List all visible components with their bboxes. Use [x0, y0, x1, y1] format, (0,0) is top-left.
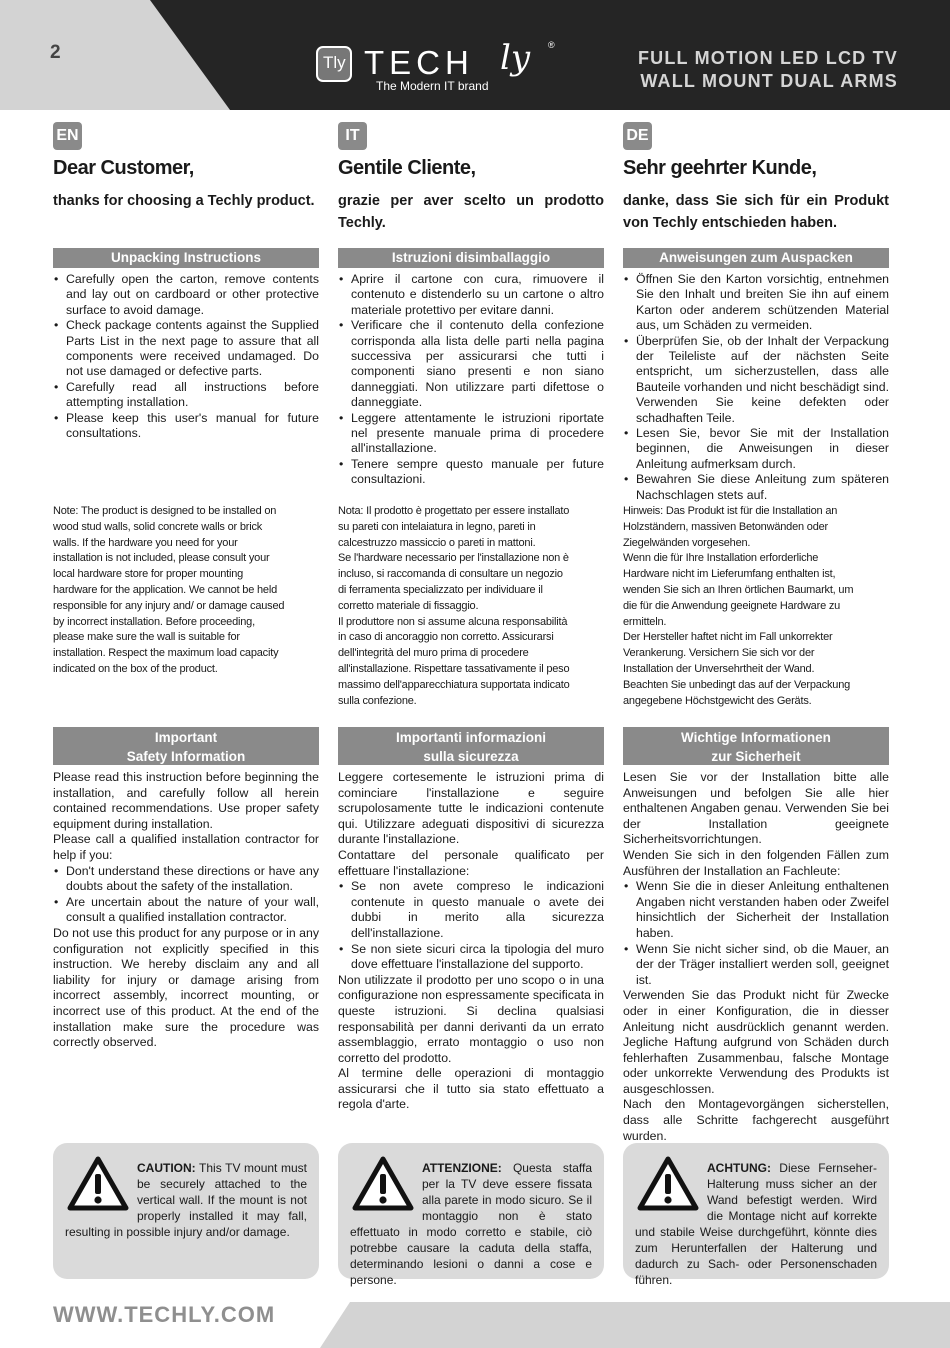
- list-item: • Check package contents against the Supplied Parts List in the next page to assure that all components were received undamaged. Do not use damaged or defective parts.: [53, 318, 319, 380]
- safety-header-line-1: Importanti informazioni: [396, 730, 546, 745]
- list-item: • Bewahren Sie diese Anleitung zum späteren Nachschlagen stets auf.: [623, 472, 889, 503]
- list-item: • Don't understand these directions or have any doubts about the safety of the installation.: [53, 864, 319, 895]
- product-title-line-2: WALL MOUNT DUAL ARMS: [640, 71, 898, 91]
- language-badge: DE: [623, 122, 652, 150]
- unpacking-list: [338, 272, 604, 488]
- list-item: • Se non avete compreso le indicazioni contenute in questo manuale o avete dei dubbi in merito alla sicurezza dell'installazione.: [338, 879, 604, 941]
- caution-message: This TV mount must be securely attached to the vertical wall. If the mount is not properly installed it may fall, resulting in possible injury and/or damage.: [65, 1161, 307, 1239]
- caution-label: ATTENZIONE:: [422, 1161, 502, 1175]
- caution-text: [65, 1160, 307, 1240]
- note-paragraph: Note: The product is designed to be installed on wood stud walls, solid concrete walls or brick walls. If the hardware you need for your installation is not included, please consult your local hardware store for proper mounting hardware for the application. We cannot be held responsible for any injury and/ or damage caused by incorrect installation. Before proceeding, please make sure the wall is suitable for installation. Respect the maximum load capacity indicated on the box of the product.: [53, 505, 285, 675]
- list-item: • Wenn Sie die in dieser Anleitung enthaltenen Angaben nicht verstanden haben oder Zweifel hinsichtlich der Sicherheit der Installation haben.: [623, 879, 889, 941]
- caution-label: CAUTION:: [137, 1161, 196, 1175]
- product-title-line-1: FULL MOTION LED LCD TV: [637, 48, 898, 68]
- logo-badge: Tly: [316, 46, 352, 82]
- list-item: • Are uncertain about the nature of your wall, consult a qualified installation contractor.: [53, 895, 319, 926]
- safety-outro-2: Nach den Montagevorgängen sicherstellen, dass alle Schritte fachgerecht ausgeführt wurden.: [623, 1097, 889, 1143]
- installation-note: [623, 504, 855, 709]
- list-item: • Carefully open the carton, remove contents and lay out on cardboard or other protective surface to avoid damage.: [53, 272, 319, 318]
- thanks-line: grazie per aver scelto un prodotto Techly.: [338, 193, 604, 231]
- safety-intro-2: Please call a qualified installation contractor for help if you:: [53, 832, 319, 862]
- caution-label: ACHTUNG:: [707, 1161, 771, 1175]
- registered-mark: ®: [548, 40, 555, 50]
- list-item: • Verificare che il contenuto della confezione corrisponda alla lista delle parti nella pagina successiva per assicurarsi che tutti i componenti siano presenti e non siano danneggiati. Non utilizzare parti difettose o danneggiate.: [338, 318, 604, 410]
- safety-list: [338, 879, 604, 973]
- safety-header-line-1: Wichtige Informationen: [681, 730, 831, 745]
- list-item: • Überprüfen Sie, ob der Inhalt der Verpackung der Teileliste auf der nächsten Seite entspricht, um sicherzustellen, dass alle Bauteile vorhanden und nicht beschädigt sind. Verwenden Sie keine defekten oder schadhaften Teile.: [623, 334, 889, 426]
- list-item: • Leggere attentamente le istruzioni riportate nel presente manuale prima di procedere all'installazione.: [338, 411, 604, 457]
- safety-header-line-2: zur Sicherheit: [711, 749, 801, 764]
- installation-note: [53, 504, 285, 678]
- note-paragraph: Nota: Il prodotto è progettato per essere installato su pareti con intelaiatura in legno, pareti in calcestruzzo massiccio o pareti in mattoni.: [338, 505, 570, 549]
- safety-list: [53, 864, 319, 926]
- thanks-line: danke, dass Sie sich für ein Produkt von Techly entschieden haben.: [623, 193, 889, 231]
- unpacking-list: [623, 272, 889, 503]
- note-paragraph: Wenn die für Ihre Installation erforderliche Hardware nicht im Lieferumfang enthalten ist, wenden Sie sich an Ihren örtlichen Baumarkt, um die für die Anwendung geeignete Hardware zu ermitteln.: [623, 552, 854, 628]
- safety-header: [53, 727, 319, 765]
- safety-header: [623, 727, 889, 765]
- caution-message: Diese Fernseher-Halterung muss sicher an der Wand befestigt werden. Wird die Montage nicht auf korrekte und stabile Weise durchgeführt, könnte dies zum Herunterfallen der Halterung und dadurch zu Sach- oder Personenschaden führen.: [635, 1161, 877, 1287]
- greeting: Sehr geehrter Kunde,: [623, 157, 817, 179]
- safety-header: [338, 727, 604, 765]
- language-badge: IT: [338, 122, 367, 150]
- unpacking-header: Anweisungen zum Auspacken: [623, 248, 889, 268]
- safety-intro: Lesen Sie vor der Installation bitte alle Anweisungen und befolgen Sie alle hier enthaltenen Angaben genau. Verwenden Sie bei der Installation geeignete Sicherheitsvorrichtungen.: [623, 770, 889, 847]
- note-paragraph: Se l'hardware necessario per l'installazione non è incluso, si raccomanda di consultare un negozio di ferramenta specializzato per individuare il corretto materiale di fissaggio.: [338, 552, 569, 612]
- logo-tagline: The Modern IT brand: [376, 79, 489, 93]
- safety-body: [53, 770, 319, 1051]
- unpacking-list: [53, 272, 319, 441]
- safety-outro: Verwenden Sie das Produkt nicht für Zwecke oder in einer Konfiguration, die in diesser Anleitung nicht ausdrücklich genannt werden. Jegliche Haftung aufgrund von Schäden durch fehlerhaften Zusammenbau, falsche Montage oder unkorrekte Verwendung des Produkts ist ausgeschlossen.: [623, 988, 889, 1096]
- safety-list: [623, 879, 889, 988]
- safety-outro-2: Al termine delle operazioni di montaggio assicurarsi che il tutto sia stato effettuato a regola d'arte.: [338, 1066, 604, 1112]
- list-item: • Se non siete sicuri circa la tipologia del muro dove effettuare l'installazione del supporto.: [338, 942, 604, 973]
- safety-intro: Leggere cortesemente le istruzioni prima di cominciare l'installazione e seguire scrupolosamente tutte le indicazioni contenute qui. Utilizzare adeguati dispositivi di sicurezza durante l'installazione.: [338, 770, 604, 847]
- footer-band: [320, 1302, 950, 1348]
- list-item: • Öffnen Sie den Karton vorsichtig, entnehmen Sie den Inhalt und breiten Sie ihn auf einem Karton oder anderem schützenden Material aus, um Schäden zu vermeiden.: [623, 272, 889, 334]
- safety-intro: Please read this instruction before beginning the installation, and carefully follow all herein contained recommendations. Use proper safety equipment during installation.: [53, 770, 319, 831]
- safety-body: [623, 770, 889, 1144]
- list-item: • Carefully read all instructions before attempting installation.: [53, 380, 319, 411]
- language-badge: EN: [53, 122, 82, 150]
- note-paragraph: Der Hersteller haftet nicht im Fall unkorrekter Verankerung. Versichern Sie sich vor der Installation der Unversehrtheit der Wand. Beachten Sie unbedingt das auf der Verpackung angegebene Höchstgewicht des Geräts.: [623, 631, 851, 707]
- logo-wordmark: TECH: [364, 44, 474, 81]
- product-title: [638, 47, 898, 93]
- footer-url[interactable]: WWW.TECHLY.COM: [53, 1302, 276, 1327]
- caution-box-it: [338, 1143, 604, 1287]
- greeting: Dear Customer,: [53, 157, 194, 179]
- safety-outro: Do not use this product for any purpose or in any configuration not explicitly specified in this instruction. We hereby disclaim any and all liability for injury or damage arising from incorrect assembly, incorrect mounting, or incorrect use of this product. At the end of the installation make sure the procedure was correctly observed.: [53, 925, 319, 1050]
- greeting: Gentile Cliente,: [338, 157, 476, 179]
- safety-outro: Non utilizzate il prodotto per uno scopo o in una configurazione non espressamente specificata in queste istruzioni. Si declina qualsiasi responsabilità per danni derivanti da un errato assemblaggio, errato montaggio o uso non corretto del prodotto.: [338, 972, 604, 1065]
- list-item: • Please keep this user's manual for future consultations.: [53, 411, 319, 442]
- thanks-line: thanks for choosing a Techly product.: [53, 193, 315, 209]
- logo-script: ly: [500, 38, 531, 78]
- list-item: • Lesen Sie, bevor Sie mit der Installation beginnen, die Anweisungen in dieser Anleitung aufmerksam durch.: [623, 426, 889, 472]
- safety-header-line-2: Safety Information: [126, 749, 246, 764]
- safety-intro-2: Contattare del personale qualificato per effettuare l'installazione:: [338, 847, 604, 878]
- safety-header-line-1: Important: [154, 730, 218, 745]
- safety-intro-2: Wenden Sie sich in den folgenden Fällen zum Ausführen der Installation an Fachleute:: [623, 847, 889, 878]
- safety-body: [338, 770, 604, 1113]
- caution-text: [350, 1160, 592, 1288]
- note-paragraph: Il produttore non si assume alcuna responsabilità in caso di ancoraggio non corretto. Assicurarsi dell'integrità del muro prima di procedere all'installazione. Rispettare tassativamente il peso massimo dell'apparecchiatura supportata indicato sulla confezione.: [338, 615, 570, 707]
- caution-text: [635, 1160, 877, 1288]
- unpacking-header: Istruzioni disimballaggio: [338, 248, 604, 268]
- page-number: 2: [50, 42, 61, 63]
- caution-box-de: [623, 1143, 889, 1287]
- safety-header-line-2: sulla sicurezza: [423, 749, 519, 764]
- unpacking-header: Unpacking Instructions: [53, 248, 319, 268]
- list-item: • Tenere sempre questo manuale per future consultazioni.: [338, 457, 604, 488]
- installation-note: [338, 504, 570, 709]
- techly-logo: [316, 38, 566, 96]
- caution-message: Questa staffa per la TV deve essere fissata alla parete in modo sicuro. Se il montaggio non è stato effettuato in modo corretto e stabile, ciò potrebbe causare la caduta della staffa, determinando lesioni o danni a cose e persone.: [350, 1161, 592, 1287]
- note-paragraph: Hinweis: Das Produkt ist für die Installation an Holzständern, massiven Betonwänden oder Ziegelwänden vorgesehen.: [623, 505, 838, 549]
- list-item: • Wenn Sie nicht sicher sind, ob die Mauer, an der der Träger installiert werden soll, geeignet ist.: [623, 942, 889, 989]
- caution-box-en: [53, 1143, 319, 1279]
- list-item: • Aprire il cartone con cura, rimuovere il contenuto e distenderlo su un cartone o altro materiale protettivo per evitare danni.: [338, 272, 604, 318]
